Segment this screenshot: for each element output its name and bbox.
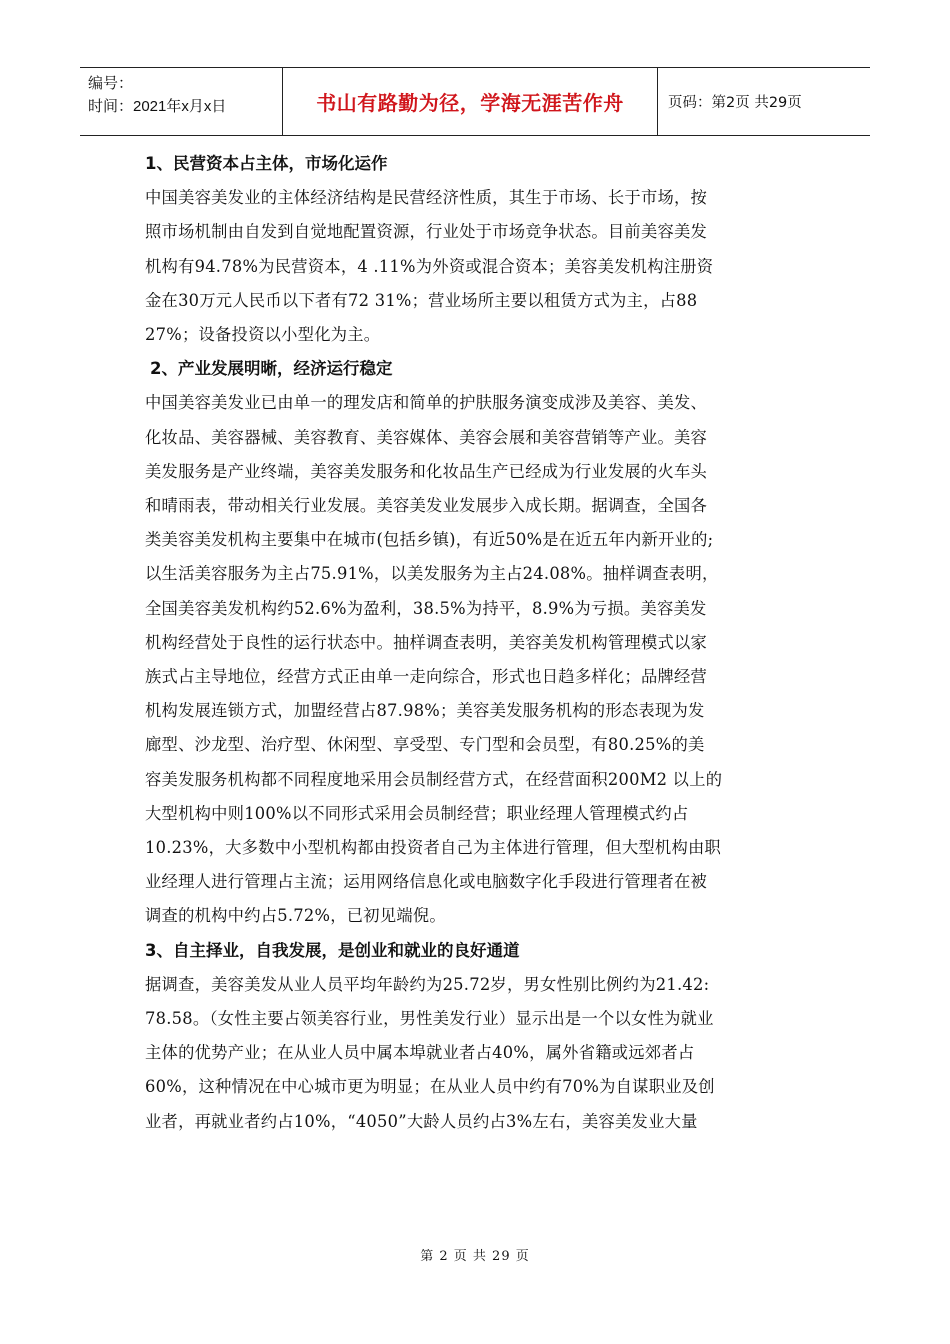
paragraph-line: 大型机构中则100%以不同形式采用会员制经营；职业经理人管理模式约占 (145, 803, 689, 823)
paragraph-line: 化妆品、美容器械、美容教育、美容媒体、美容会展和美容营销等产业。美容 (145, 427, 708, 447)
paragraph-line: 27%；设备投资以小型化为主。 (145, 325, 381, 345)
paragraph-line: 和晴雨表，带动相关行业发展。美容美发业发展步入成长期。据调查，全国各 (145, 496, 708, 516)
paragraph-line: 美发服务是产业终端，美容美发服务和化妆品生产已经成为行业发展的火车头 (145, 461, 708, 481)
paragraph-line: 容美发服务机构都不同程度地采用会员制经营方式，在经营面积200M2 以上的 (145, 769, 723, 789)
header-meta (80, 68, 283, 135)
paragraph-line: 10.23%，大多数中小型机构都由投资者自己为主体进行管理，但大型机构由职 (145, 838, 722, 858)
section-title: 2、产业发展明晰，经济运行稳定 (150, 359, 393, 379)
document-header (80, 67, 870, 136)
paragraph-line: 业经理人进行管理占主流；运用网络信息化或电脑数字化手段进行管理者在被 (145, 872, 708, 892)
header-page-cell (658, 68, 870, 135)
paragraph-line: 以生活美容服务为主占75.91%，以美发服务为主占24.08%。抽样调查表明， (145, 564, 719, 584)
paragraph-line: 类美容美发机构主要集中在城市(包括乡镇)，有近50%是在近五年内新开业的; (145, 530, 714, 550)
paragraph-line: 全国美容美发机构约52.6%为盈利，38.5%为持平，8.9%为亏损。美容美发 (145, 598, 707, 618)
paragraph-line: 机构发展连锁方式，加盟经营占87.98%；美容美发服务机构的形态表现为发 (145, 701, 705, 721)
section-title: 3、自主择业，自我发展，是创业和就业的良好通道 (145, 940, 520, 960)
header-motto: 书山有路勤为径，学海无涯苦作舟 (316, 91, 624, 115)
paragraph-line: 金在30万元人民币以下者有72 31%；营业场所主要以租赁方式为主，占88 (145, 290, 698, 310)
paragraph-line: 据调查，美容美发从业人员平均年龄约为25.72岁，男女性别比例约为21.42: (145, 974, 710, 994)
paragraph-line: 主体的优势产业；在从业人员中属本埠就业者占40%，属外省籍或远郊者占 (145, 1043, 695, 1063)
paragraph-line: 78.58。（女性主要占领美容行业，男性美发行业）显示出是一个以女性为就业 (145, 1009, 714, 1029)
paragraph-line: 60%，这种情况在中心城市更为明显；在从业人员中约有70%为自谋职业及创 (145, 1077, 715, 1097)
header-motto-cell (283, 68, 658, 135)
paragraph-line: 业者，再就业者约占10%，“4050”大龄人员约占3%左右，美容美发业大量 (145, 1111, 698, 1131)
paragraph-line: 中国美容美发业的主体经济结构是民营经济性质，其生于市场、长于市场，按 (145, 188, 708, 208)
document-time-label: 时间：2021年x月x日 (88, 98, 227, 115)
paragraph-line: 中国美容美发业已由单一的理发店和简单的护肤服务演变成涉及美容、美发、 (145, 393, 708, 413)
paragraph-line: 机构经营处于良性的运行状态中。抽样调查表明，美容美发机构管理模式以家 (145, 632, 708, 652)
paragraph-line: 调查的机构中约占5.72%，已初见端倪。 (145, 906, 446, 926)
header-page-info: 页码：第2页 共29页 (668, 95, 802, 111)
paragraph-line: 廊型、沙龙型、治疗型、休闲型、享受型、专门型和会员型，有80.25%的美 (145, 735, 705, 755)
section-title: 1、民营资本占主体，市场化运作 (145, 154, 388, 173)
page-footer (0, 1245, 950, 1264)
paragraph-line: 族式占主导地位，经营方式正由单一走向综合，形式也日趋多样化；品牌经营 (145, 667, 708, 687)
footer-page-number: 第 2 页 共 29 页 (420, 1249, 530, 1264)
document-number-label: 编号： (88, 75, 134, 92)
document-body (145, 147, 810, 1139)
paragraph-line: 机构有94.78%为民营资本，4 .11%为外资或混合资本；美容美发机构注册资 (145, 256, 714, 276)
paragraph-line: 照市场机制由自发到自觉地配置资源，行业处于市场竞争状态。目前美容美发 (145, 222, 708, 242)
